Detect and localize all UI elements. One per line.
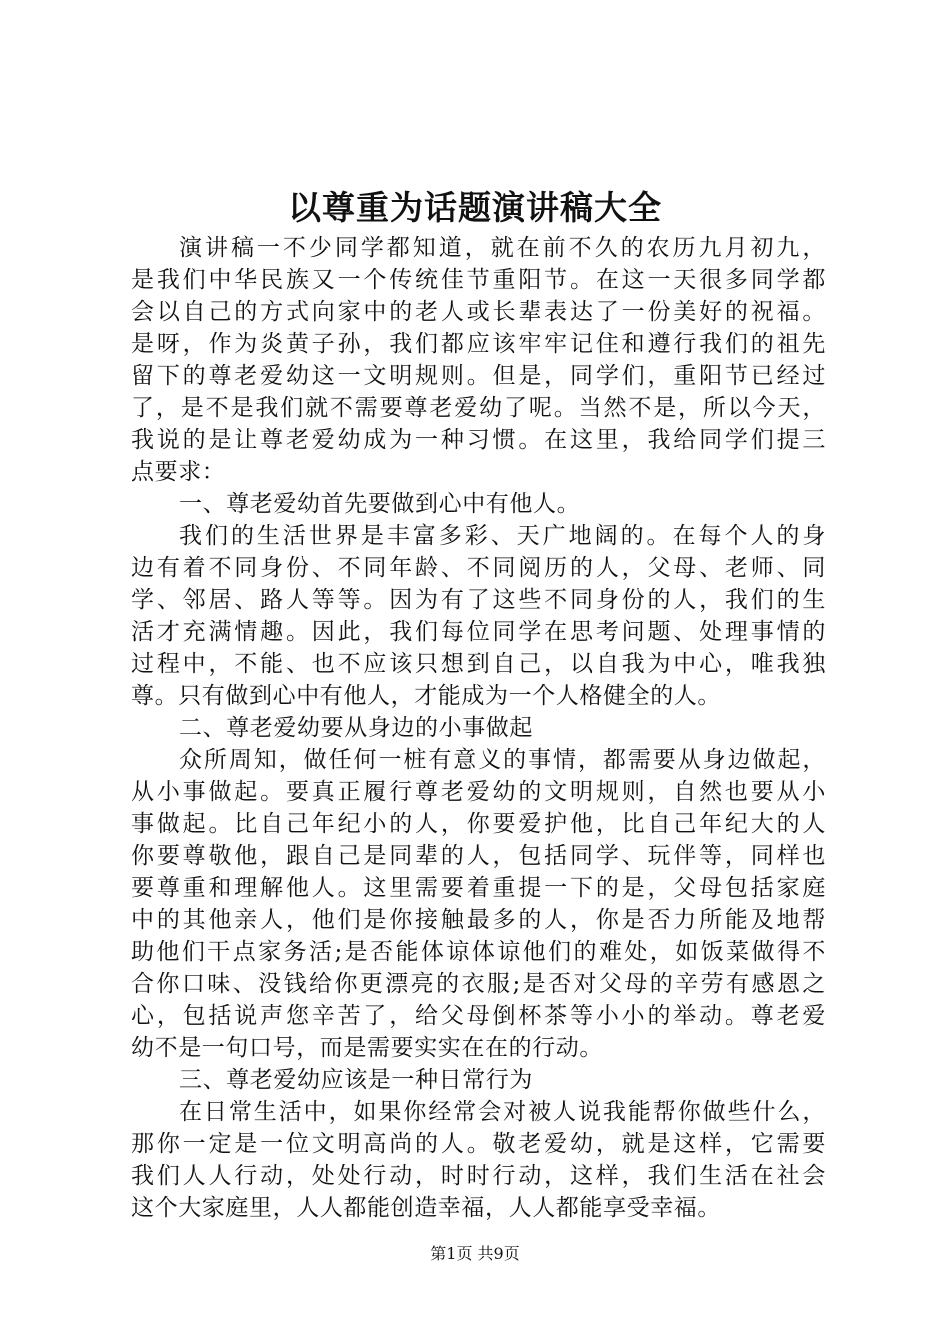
page-title: 以尊重为话题演讲稿大全 [288,188,662,227]
text-line: 在日常生活中，如果你经常会对被人说我能帮你做些什么， [179,1099,826,1125]
text-line: 我们人人行动，处处行动，时时行动，这样，我们生活在社会 [131,1163,826,1189]
text-line: 演讲稿一不少同学都知道，就在前不久的农历九月初九， [179,235,826,261]
text-line: 从小事做起。要真正履行尊老爱幼的文明规则，自然也要从小 [131,779,826,805]
text-line: 了，是不是我们就不需要尊老爱幼了呢。当然不是，所以今天， [131,395,826,421]
text-line: 助他们干点家务活;是否能体谅体谅他们的难处，如饭菜做得不 [131,939,826,965]
text-line: 尊。只有做到心中有他人，才能成为一个人格健全的人。 [131,683,721,709]
page-footer: 第1页 共9页 [430,1244,520,1263]
text-line: 中的其他亲人，他们是你接触最多的人，你是否力所能及地帮 [131,907,826,933]
text-line: 是我们中华民族又一个传统佳节重阳节。在这一天很多同学都 [131,267,826,293]
text-line: 事做起。比自己年纪小的人，你要爱护他，比自己年纪大的人 [131,811,826,837]
text-line: 那你一定是一位文明高尚的人。敬老爱幼，就是这样，它需要 [131,1131,826,1157]
text-line: 过程中，不能、也不应该只想到自己，以自我为中心，唯我独 [131,651,826,677]
document-body [131,232,826,1224]
text-line: 边有着不同身份、不同年龄、不同阅历的人，父母、老师、同 [131,555,826,581]
text-line: 点要求： [131,459,226,485]
text-line: 一、尊老爱幼首先要做到心中有他人。 [179,491,581,517]
text-line: 众所周知，做任何一桩有意义的事情，都需要从身边做起， [179,747,826,773]
text-line: 二、尊老爱幼要从身边的小事做起 [179,715,533,741]
text-line: 会以自己的方式向家中的老人或长辈表达了一份美好的祝福。 [131,299,826,325]
text-line: 留下的尊老爱幼这一文明规则。但是，同学们，重阳节已经过 [131,363,826,389]
text-line: 幼不是一句口号，而是需要实实在在的行动。 [131,1035,603,1061]
text-line: 我说的是让尊老爱幼成为一种习惯。在这里，我给同学们提三 [131,427,826,453]
text-line: 你要尊敬他，跟自己是同辈的人，包括同学、玩伴等，同样也 [131,843,826,869]
text-line: 三、尊老爱幼应该是一种日常行为 [179,1067,533,1093]
text-line: 是呀，作为炎黄子孙，我们都应该牢牢记住和遵行我们的祖先 [131,331,826,357]
text-line: 心，包括说声您辛苦了，给父母倒杯茶等小小的举动。尊老爱 [131,1003,826,1029]
text-line: 学、邻居、路人等等。因为有了这些不同身份的人，我们的生 [131,587,826,613]
text-line: 合你口味、没钱给你更漂亮的衣服;是否对父母的辛劳有感恩之 [131,971,826,997]
text-line: 要尊重和理解他人。这里需要着重提一下的是，父母包括家庭 [131,875,826,901]
text-line: 我们的生活世界是丰富多彩、天广地阔的。在每个人的身 [179,523,826,549]
text-line: 这个大家庭里，人人都能创造幸福，人人都能享受幸福。 [131,1195,721,1221]
text-line: 活才充满情趣。因此，我们每位同学在思考问题、处理事情的 [131,619,826,645]
